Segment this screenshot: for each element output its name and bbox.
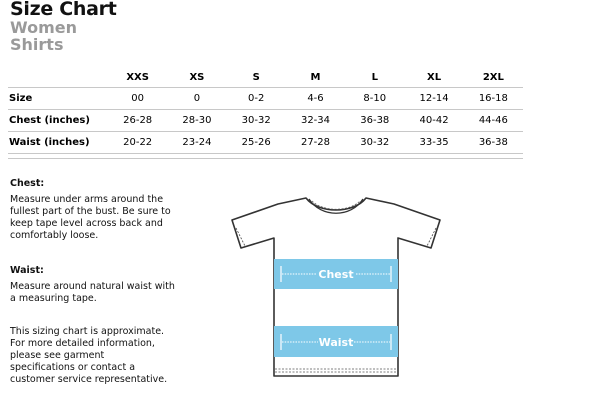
table-cell: 40-42: [419, 115, 449, 126]
page-subtitle-women: Women: [10, 18, 77, 37]
table-cell: 8-10: [363, 93, 387, 104]
chest-band-label: Chest: [318, 268, 354, 281]
table-cell: 27-28: [300, 137, 331, 148]
table-cell: 26-28: [123, 115, 153, 126]
table-cell: 30-32: [360, 137, 390, 148]
chest-heading: Chest:: [10, 178, 45, 189]
page-header: [10, 0, 117, 54]
table-row: [8, 132, 523, 154]
table-cell: 16-18: [478, 93, 508, 104]
table-cell: 25-26: [241, 137, 271, 148]
column-header: M: [310, 72, 321, 83]
page-title: Size Chart: [10, 0, 117, 20]
table-corner-cell: [8, 68, 108, 88]
page-subtitle-shirts: Shirts: [10, 35, 64, 54]
sizing-note: [10, 326, 170, 386]
table-cell: 12-14: [419, 93, 449, 104]
chest-instructions: [10, 178, 180, 242]
table-header-row: [8, 68, 523, 88]
table-bottom-rule: [8, 154, 523, 159]
waist-instructions: [10, 265, 180, 305]
column-header: XS: [189, 72, 205, 83]
table-cell: 4-6: [307, 93, 324, 104]
column-header: L: [371, 72, 378, 83]
waist-heading: Waist:: [10, 265, 44, 276]
table-cell: 33-35: [419, 137, 449, 148]
table-cell: 36-38: [478, 137, 508, 148]
column-header: 2XL: [482, 72, 504, 83]
chest-text: Measure under arms around the fullest part of the bust. Be sure to keep tape level across back and comfortably loose.: [10, 194, 171, 241]
table-row: [8, 88, 523, 110]
table-cell: 32-34: [300, 115, 331, 126]
table-cell: 0-2: [248, 93, 265, 104]
table-cell: 00: [131, 93, 144, 104]
column-header: XL: [427, 72, 442, 83]
waist-text: Measure around natural waist with a measuring tape.: [10, 281, 175, 304]
table-cell: 23-24: [182, 137, 212, 148]
waist-band-label: Waist: [318, 336, 354, 349]
size-chart-table: [8, 68, 523, 159]
table-cell: 44-46: [478, 115, 508, 126]
table-cell: 28-30: [182, 115, 212, 126]
row-label: Waist (inches): [9, 137, 90, 148]
table-row: [8, 110, 523, 132]
column-header: XXS: [126, 72, 149, 83]
table-cell: 20-22: [123, 137, 153, 148]
table-cell: 30-32: [241, 115, 271, 126]
sizing-note-text: This sizing chart is approximate. For more detailed information, please see garment specifications or contact a customer service representative.: [10, 326, 168, 385]
table-cell: 0: [193, 93, 201, 104]
column-header: S: [252, 72, 260, 83]
t-shirt-outline-icon: [226, 186, 446, 386]
row-label: Size: [9, 93, 33, 104]
table-cell: 36-38: [360, 115, 390, 126]
row-label: Chest (inches): [9, 115, 90, 126]
